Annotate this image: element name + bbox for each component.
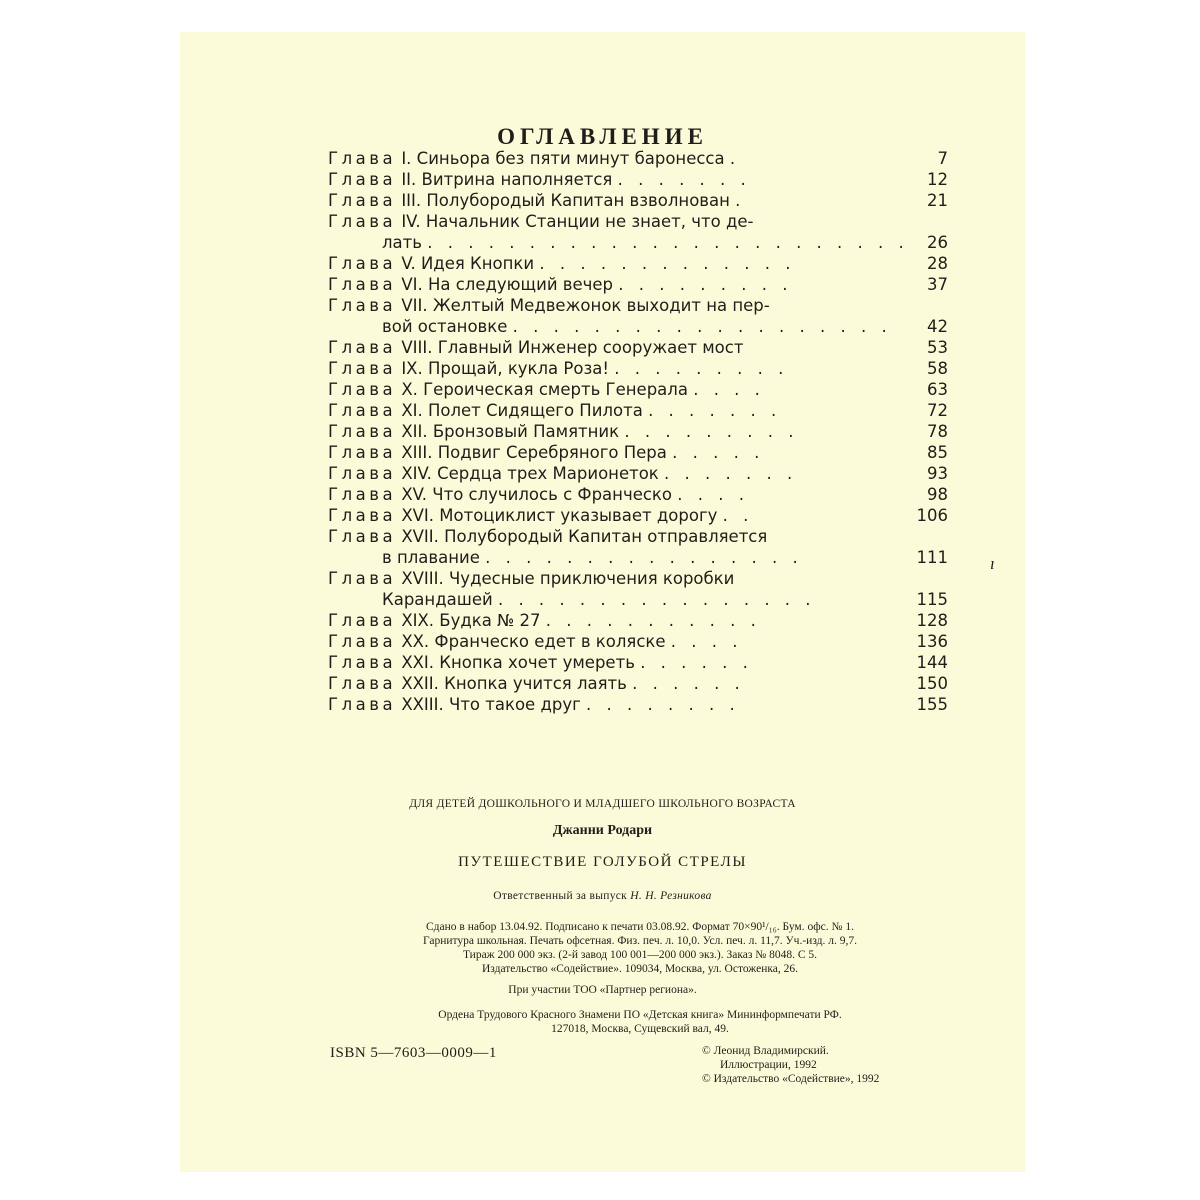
chapter-label: Глава (328, 632, 397, 651)
page-number: 21 (927, 191, 948, 210)
page-number: 53 (927, 338, 948, 357)
chapter-label: Глава (328, 380, 397, 399)
dot-leader: . . . . . . . (617, 170, 751, 189)
toc-entry (328, 484, 948, 505)
chapter-label: Глава (328, 611, 397, 630)
dot-leader: . . . . . . . . . (624, 422, 799, 441)
page-number: 78 (927, 422, 948, 441)
toc-entry (328, 169, 948, 190)
printer-line: Ордена Трудового Красного Знамени ПО «Детская книга» Мининформпечати РФ. (438, 1009, 842, 1021)
spec-line: Гарнитура школьная. Печать офсетная. Физ. печ. л. 10,0. Усл. печ. л. 11,7. Уч.-изд. л. 9,7. (422, 935, 857, 947)
chapter-title: V. Идея Кнопки (401, 254, 535, 273)
toc-entry (328, 295, 948, 316)
chapter-title: XIII. Подвиг Серебряного Пера (401, 443, 667, 462)
dot-leader: . . . . . . . . . (614, 359, 789, 378)
chapter-title: X. Героическая смерть Генерала (401, 380, 688, 399)
chapter-title: XX. Франческо едет в коляске (401, 632, 666, 651)
page-number: 37 (927, 275, 948, 294)
toc-entry (328, 400, 948, 421)
dot-leader: . (729, 149, 741, 168)
toc-entry (328, 211, 948, 232)
chapter-title: I. Синьора без пяти минут баронесса (401, 149, 725, 168)
chapter-label: Глава (328, 485, 397, 504)
toc-entry (328, 358, 948, 379)
chapter-title: IX. Прощай, кукла Роза! (401, 359, 609, 378)
toc-entry (328, 673, 948, 694)
chapter-title: VI. На следующий вечер (401, 275, 614, 294)
print-specs (330, 920, 950, 976)
chapter-title-continuation: в плавание (382, 548, 480, 567)
page-number: 7 (937, 149, 948, 168)
page-number: 115 (916, 590, 948, 609)
page-number: 12 (927, 170, 948, 189)
page-number: 26 (927, 233, 948, 252)
chapter-label: Глава (328, 569, 397, 588)
dot-leader: . . . . . . (640, 653, 753, 672)
toc-entry (328, 505, 948, 526)
dot-leader: . . . . . . (632, 674, 745, 693)
dot-leader: . . . . (693, 380, 765, 399)
toc-entry (328, 337, 948, 358)
chapter-title: XXIII. Что такое друг (401, 695, 581, 714)
page-number: 155 (916, 695, 948, 714)
stray-mark: ı (990, 554, 995, 573)
dot-leader: . . . . . (672, 443, 765, 462)
chapter-title-continuation: лать (382, 233, 422, 252)
chapter-title: VII. Желтый Медвежонок выходит на пер- (401, 296, 770, 315)
toc-entry (328, 631, 948, 652)
responsible-editor (180, 890, 1025, 902)
page-number: 106 (916, 506, 948, 525)
chapter-label: Глава (328, 275, 397, 294)
book-page (180, 32, 1025, 1172)
chapter-label: Глава (328, 212, 397, 231)
chapter-title: XV. Что случилось с Франческо (401, 485, 672, 504)
table-of-contents (328, 148, 948, 715)
page-number: 150 (916, 674, 948, 693)
chapter-label: Глава (328, 464, 397, 483)
chapter-label: Глава (328, 254, 397, 273)
copyright-line: © Леонид Владимирский. (702, 1045, 829, 1057)
responsible-name: Н. Н. Резникова (630, 890, 712, 902)
dot-leader: . (735, 191, 746, 210)
toc-entry (328, 463, 948, 484)
responsible-label: Ответственный за выпуск (493, 890, 628, 902)
chapter-label: Глава (328, 506, 397, 525)
page-number: 58 (927, 359, 948, 378)
dot-leader: . . . . . . . . . . . . . . . . . . . . . . . . (427, 233, 909, 252)
audience-note: ДЛЯ ДЕТЕЙ ДОШКОЛЬНОГО И МЛАДШЕГО ШКОЛЬНОГО ВОЗРАСТА (409, 798, 796, 810)
dot-leader: . . . . (677, 485, 749, 504)
chapter-title-continuation: вой остановке (382, 317, 508, 336)
dot-leader: . . . . . . . . . . . . . . . . (485, 548, 803, 567)
dot-leader: . . . . . . . (664, 464, 798, 483)
book-title: ПУТЕШЕСТВИЕ ГОЛУБОЙ СТРЕЛЫ (458, 854, 747, 870)
chapter-label: Глава (328, 359, 397, 378)
chapter-label: Глава (328, 191, 397, 210)
chapter-label: Глава (328, 401, 397, 420)
chapter-title: XII. Бронзовый Памятник (401, 422, 620, 441)
chapter-label: Глава (328, 674, 397, 693)
chapter-title: XVIII. Чудесные приключения коробки (401, 569, 735, 588)
copyright-line: Иллюстрации, 1992 (720, 1059, 817, 1071)
chapter-title: XVI. Мотоциклист указывает дорогу (401, 506, 718, 525)
author-name: Джанни Родари (552, 823, 653, 838)
chapter-label: Глава (328, 170, 397, 189)
toc-entry (328, 274, 948, 295)
toc-title: ОГЛАВЛЕНИЕ (497, 124, 708, 149)
copyright-line: © Издательство «Содействие», 1992 (702, 1073, 880, 1085)
dot-leader: . . . . . . . . . . . . . . . . (497, 590, 816, 609)
toc-entry-continuation (328, 232, 948, 253)
dot-leader: . . . . . . . . (586, 695, 740, 714)
dot-leader: . . . . . . . (648, 401, 782, 420)
spec-line: Сдано в набор 13.04.92. Подписано к печати 03.08.92. Формат 70×90¹/₁₆. Бум. офс. № 1. (426, 921, 854, 933)
toc-entry (328, 379, 948, 400)
spec-line: Издательство «Содействие». 109034, Москва, ул. Остоженка, 26. (481, 963, 798, 975)
chapter-label: Глава (328, 338, 397, 357)
page-number: 136 (916, 632, 948, 651)
chapter-title: IV. Начальник Станции не знает, что де- (401, 212, 754, 231)
chapter-title: XIV. Сердца трех Марионеток (401, 464, 659, 483)
chapter-title: II. Витрина наполняется (401, 170, 613, 189)
chapter-label: Глава (328, 149, 397, 168)
toc-entry (328, 442, 948, 463)
dot-leader: . . (722, 506, 754, 525)
chapter-title-continuation: Карандашей (382, 590, 493, 609)
page-number: 111 (916, 548, 948, 567)
page-number: 63 (927, 380, 948, 399)
dot-leader: . . . . . . . . . (618, 275, 793, 294)
spec-line: Тираж 200 000 экз. (2-й завод 100 001—200 000 экз.). Заказ № 8048. С 5. (462, 949, 818, 961)
chapter-title: XIX. Будка № 27 (401, 611, 541, 630)
partner-note: При участии ТОО «Партнер региона». (508, 984, 697, 996)
chapter-label: Глава (328, 443, 397, 462)
chapter-label: Глава (328, 695, 397, 714)
toc-entry-continuation (328, 589, 948, 610)
page-number: 28 (927, 254, 948, 273)
dot-leader: . . . . . . . . . . . . . . . . . . . (512, 317, 892, 336)
dot-leader: . . . . . . . . . . . . . (539, 254, 796, 273)
page-number: 72 (927, 401, 948, 420)
chapter-title: VIII. Главный Инженер сооружает мост (401, 338, 744, 357)
toc-entry-continuation (328, 547, 948, 568)
page-number: 85 (927, 443, 948, 462)
toc-entry (328, 421, 948, 442)
dot-leader: . . . . . . . . . . . (545, 611, 761, 630)
toc-entry (328, 526, 948, 547)
toc-entry (328, 652, 948, 673)
printer-line: 127018, Москва, Сущевский вал, 49. (551, 1023, 729, 1035)
chapter-title: XI. Полет Сидящего Пилота (401, 401, 643, 420)
toc-entry (328, 694, 948, 715)
chapter-title: XXI. Кнопка хочет умереть (401, 653, 635, 672)
toc-entry (328, 148, 948, 169)
page-number: 144 (916, 653, 948, 672)
chapter-label: Глава (328, 527, 397, 546)
chapter-title: III. Полубородый Капитан взволнован (401, 191, 730, 210)
chapter-title: XXII. Кнопка учится лаять (401, 674, 627, 693)
toc-entry (328, 568, 948, 589)
copyright-block (702, 1044, 879, 1086)
toc-entry (328, 190, 948, 211)
chapter-label: Глава (328, 422, 397, 441)
page-number: 98 (927, 485, 948, 504)
toc-entry-continuation (328, 316, 948, 337)
page-number: 42 (927, 317, 948, 336)
chapter-label: Глава (328, 296, 397, 315)
toc-entry (328, 610, 948, 631)
isbn: ISBN 5—7603—0009—1 (330, 1045, 497, 1061)
page-number: 128 (916, 611, 948, 630)
chapter-label: Глава (328, 653, 397, 672)
toc-entry (328, 253, 948, 274)
printer-info (330, 1008, 950, 1036)
chapter-title: XVII. Полубородый Капитан отправляется (401, 527, 768, 546)
page-number: 93 (927, 464, 948, 483)
dot-leader: . . . . (670, 632, 743, 651)
